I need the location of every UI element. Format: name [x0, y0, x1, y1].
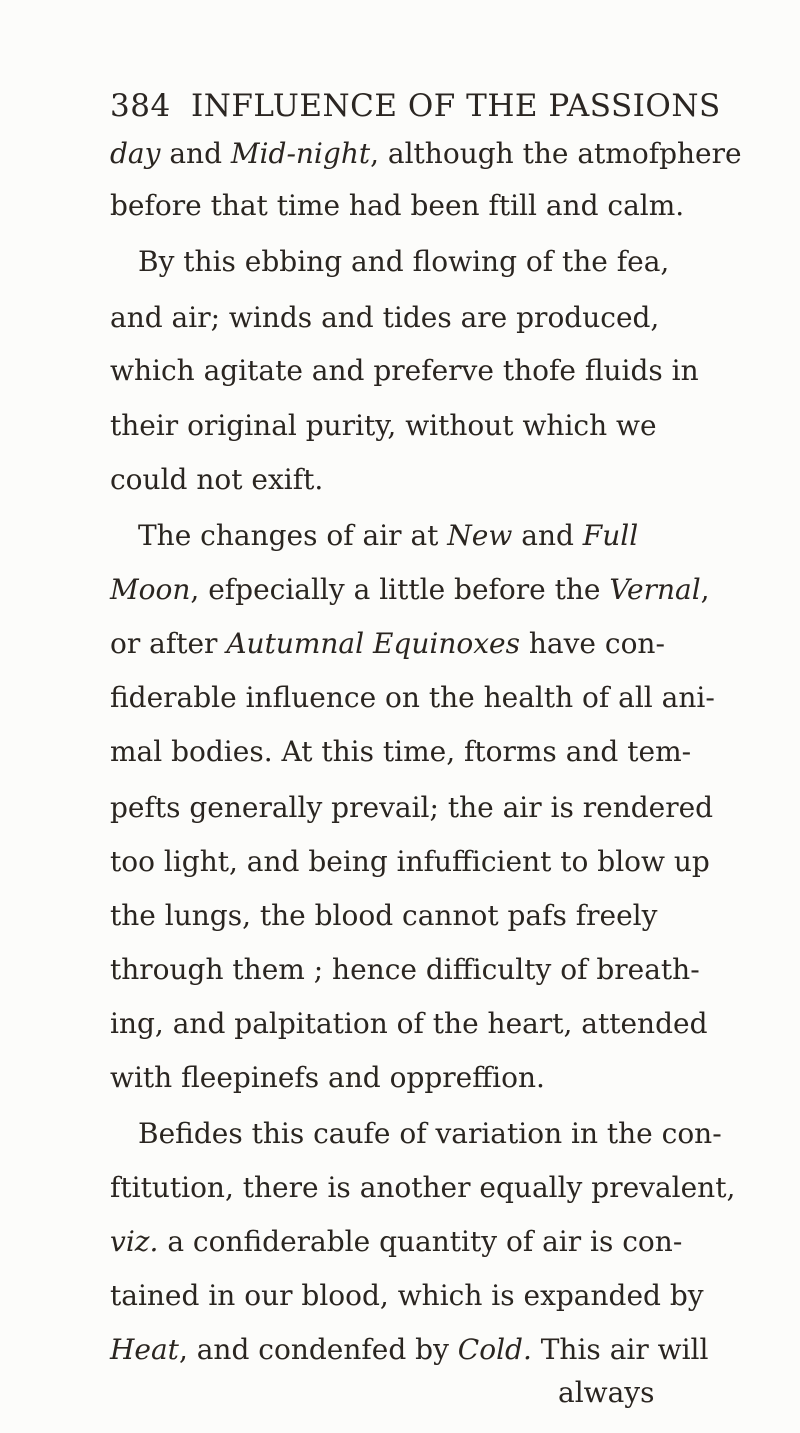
text-line-20: ftitution, there is another equally prevalent, [110, 1171, 736, 1204]
italic-word: Vernal [609, 573, 701, 606]
text-span: or after [110, 627, 227, 660]
text-span: and [160, 137, 231, 170]
text-line-6: their original purity, without which we [110, 409, 657, 442]
italic-word: day [110, 137, 161, 170]
italic-word: New [447, 519, 513, 552]
italic-word: Autumnal Equinoxes [226, 627, 520, 660]
text-line-19: Befides this caufe of variation in the con- [138, 1117, 722, 1150]
text-line-21 [110, 1224, 682, 1260]
text-span: and [512, 519, 583, 552]
text-line-5: which agitate and preferve thofe fluids in [110, 354, 699, 387]
text-span: , although the atmofphere [370, 137, 742, 170]
text-line-2: before that time had been ftill and calm. [110, 189, 685, 222]
italic-word: Full [582, 519, 639, 552]
text-span: , efpecially a little before the [190, 573, 610, 606]
text-line-8 [138, 518, 638, 554]
text-line-12: mal bodies. At this time, ftorms and tem- [110, 735, 692, 768]
text-line-13: pefts generally prevail; the air is rendered [110, 791, 714, 824]
running-header [110, 88, 721, 124]
italic-word: viz. [110, 1225, 159, 1258]
text-line-3: By this ebbing and flowing of the fea, [138, 245, 670, 278]
italic-word: Moon [110, 573, 191, 606]
text-span: have con- [519, 627, 665, 660]
text-line-9 [110, 572, 710, 608]
text-span: This air will [531, 1333, 709, 1366]
text-span: , [700, 573, 710, 606]
text-span: , and condenfed by [178, 1333, 458, 1366]
page-number: 384 [110, 88, 171, 124]
italic-word: Cold. [457, 1333, 532, 1366]
text-line-22: tained in our blood, which is expanded by [110, 1279, 704, 1312]
text-line-15: the lungs, the blood cannot pafs freely [110, 899, 658, 932]
text-line-18: with fleepinefs and oppreffion. [110, 1061, 545, 1094]
text-line-16: through them ; hence difficulty of breath- [110, 953, 700, 986]
text-line-14: too light, and being infufficient to blow up [110, 845, 710, 878]
text-line-10 [110, 626, 665, 662]
text-line-17: ing, and palpitation of the heart, attended [110, 1007, 708, 1040]
text-line-11: fiderable influence on the health of all ani- [110, 681, 715, 714]
text-line-23 [110, 1332, 708, 1368]
text-span: a confiderable quantity of air is con- [158, 1225, 683, 1258]
text-line-4: and air; winds and tides are produced, [110, 301, 660, 334]
running-title: INFLUENCE OF THE PASSIONS [191, 88, 721, 124]
text-line-1 [110, 136, 742, 172]
italic-word: Heat [110, 1333, 179, 1366]
text-span: The changes of air at [138, 519, 448, 552]
text-line-7: could not exift. [110, 463, 324, 496]
catchword: always [558, 1376, 655, 1409]
italic-word: Mid-night [230, 137, 371, 170]
